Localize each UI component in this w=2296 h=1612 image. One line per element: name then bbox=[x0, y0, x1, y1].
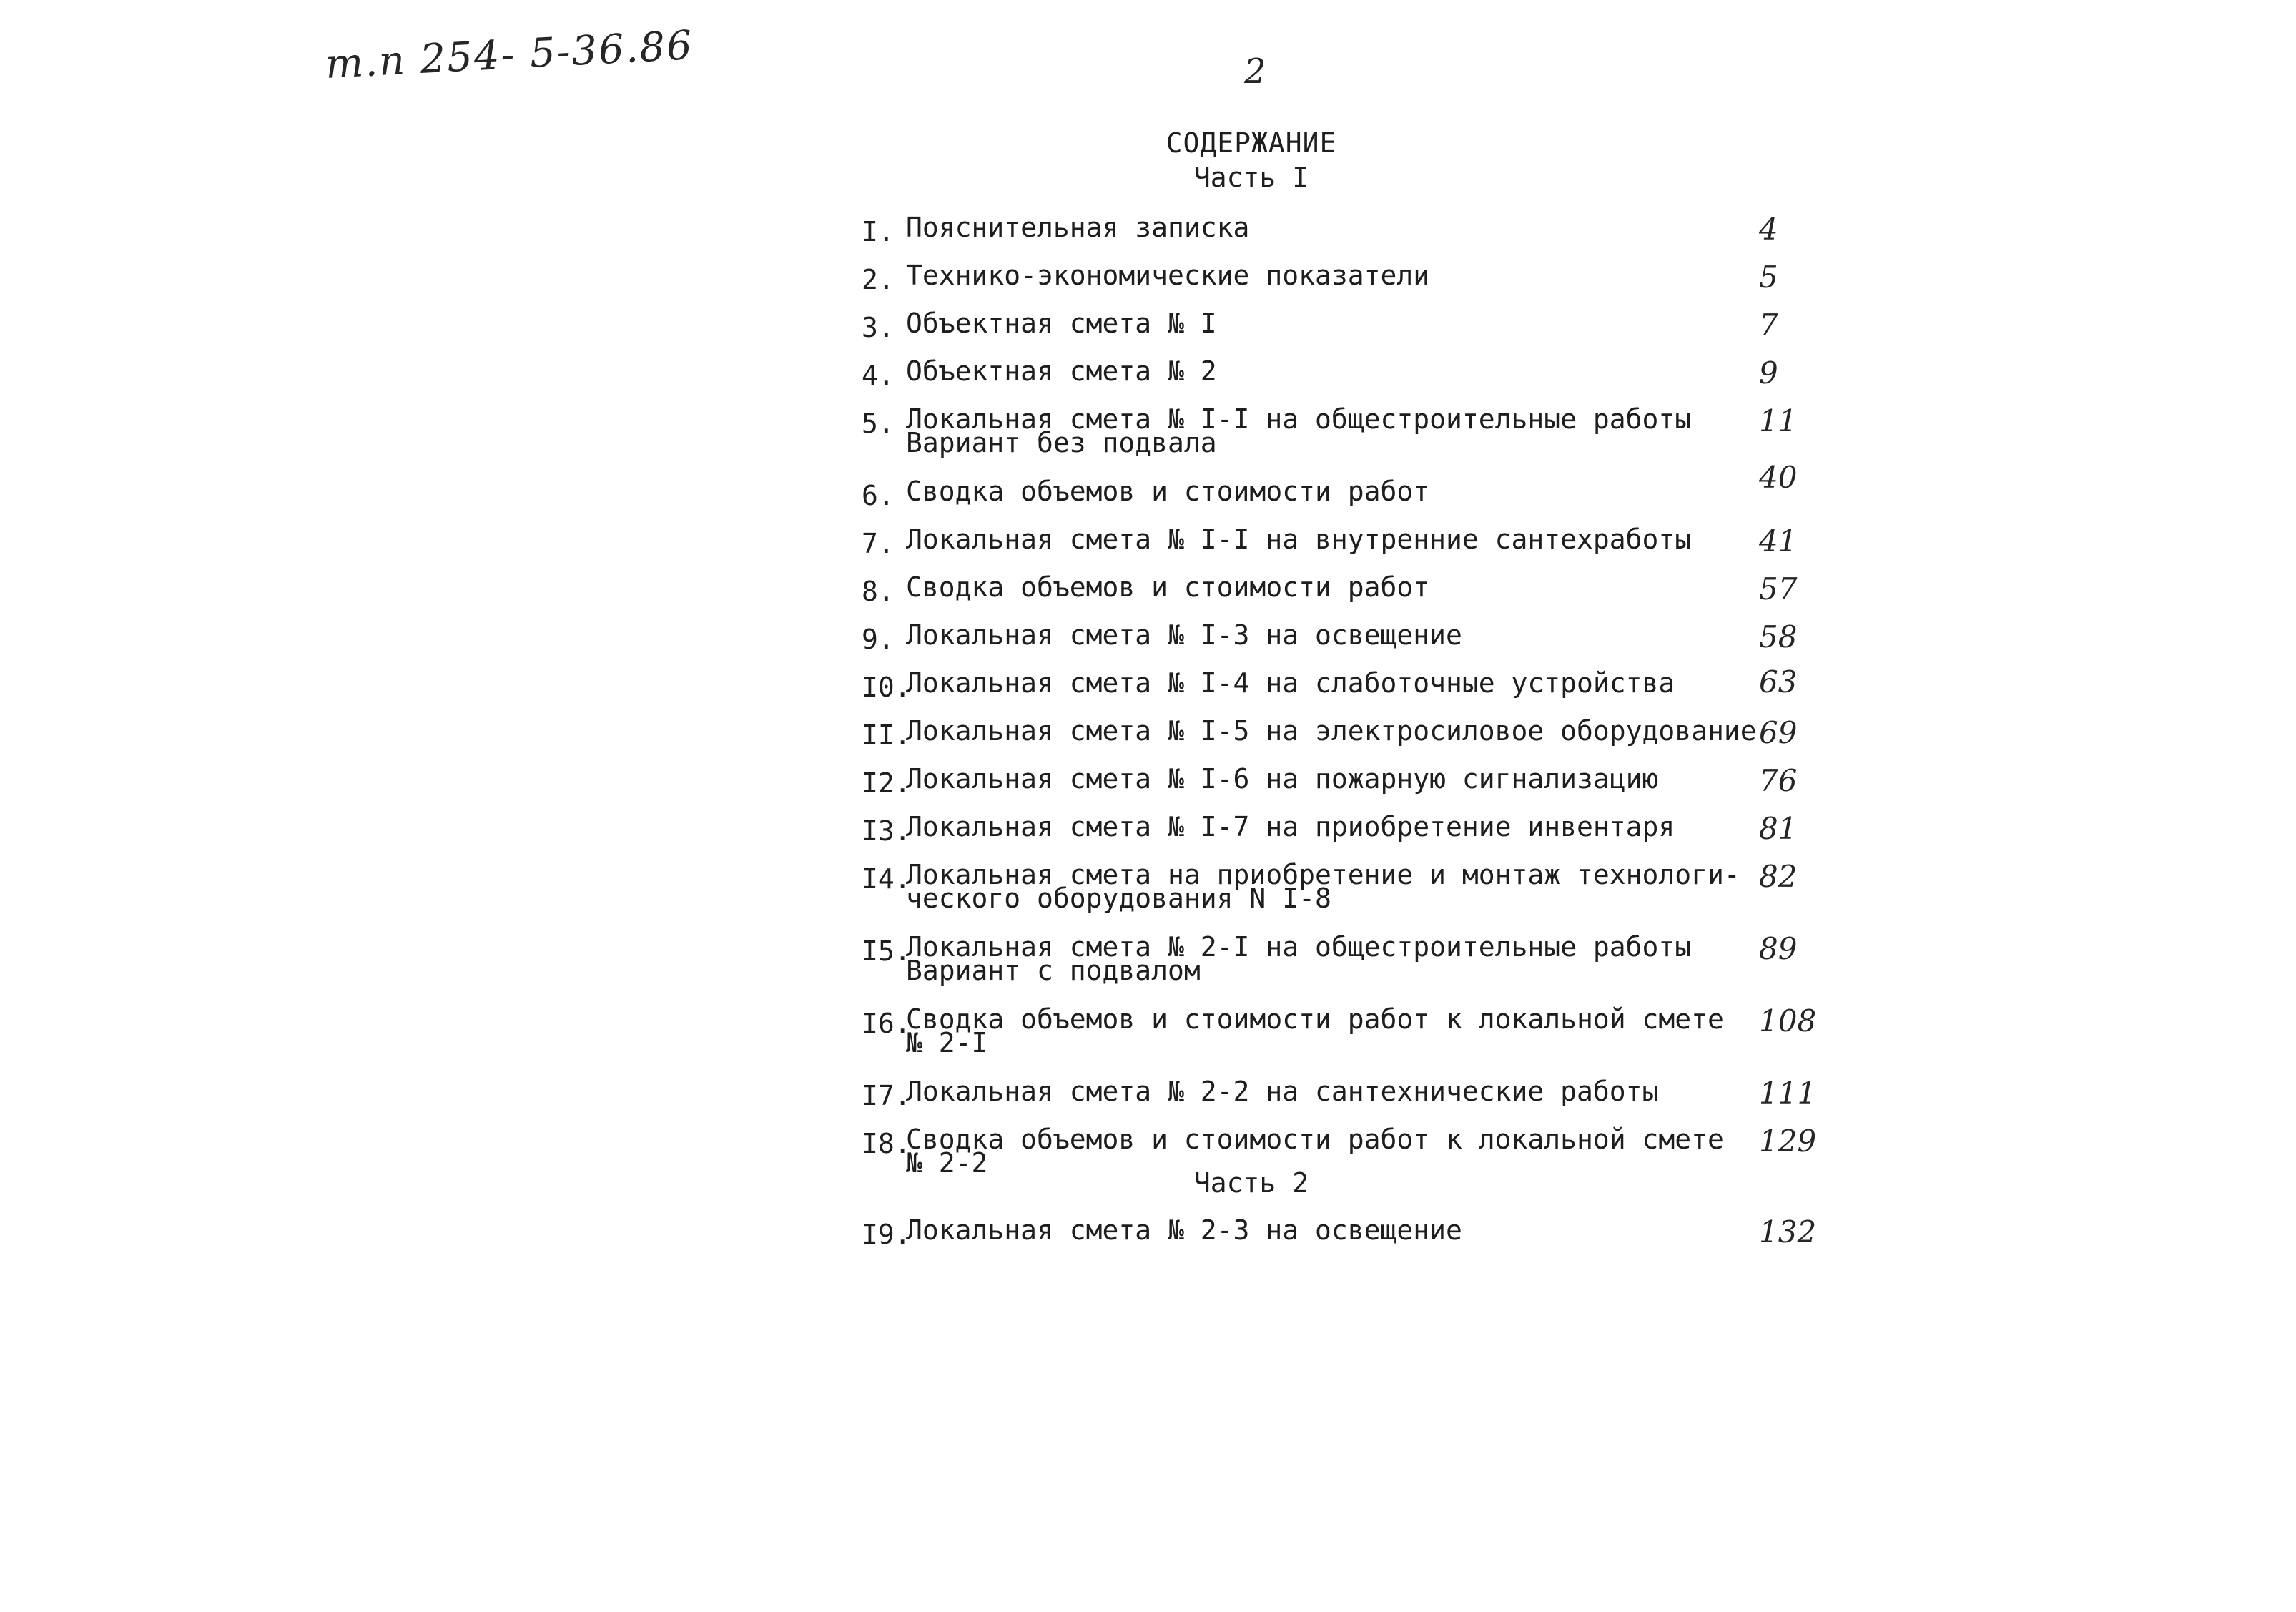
entry-title: Локальная смета № I-4 на слаботочные устройства bbox=[906, 667, 1675, 699]
toc-entry bbox=[862, 1124, 2292, 1185]
entry-title: Технико-экономические показатели bbox=[906, 260, 1430, 291]
entry-number: I8. bbox=[862, 1128, 911, 1159]
entry-number: I2. bbox=[862, 767, 911, 799]
part-1-heading: Часть I bbox=[1193, 162, 1309, 193]
entry-page: 7 bbox=[1759, 308, 1778, 343]
entry-number: I6. bbox=[862, 1008, 911, 1039]
entry-page: 76 bbox=[1759, 763, 1798, 798]
entry-number: 4. bbox=[862, 360, 895, 391]
entry-number: 9. bbox=[862, 624, 895, 655]
entry-number: 8. bbox=[862, 576, 895, 607]
entry-number: I4. bbox=[862, 863, 911, 895]
entry-page: 41 bbox=[1759, 524, 1798, 559]
entry-number: I7. bbox=[862, 1080, 911, 1111]
entry-number: I0. bbox=[862, 672, 911, 703]
entry-title: Локальная смета № 2-2 на сантехнические работы bbox=[906, 1076, 1659, 1107]
entry-title: Локальная смета № I-I на внутренние сантехработы bbox=[906, 524, 1692, 555]
entry-title: Сводка объемов и стоимости работ к локальной смете № 2-I bbox=[906, 1003, 1724, 1058]
entry-number: 3. bbox=[862, 312, 895, 343]
toc-entry bbox=[862, 1214, 2292, 1276]
entry-page: 111 bbox=[1759, 1076, 1817, 1111]
entry-page: 81 bbox=[1759, 811, 1798, 846]
entry-title: Объектная смета № I bbox=[906, 308, 1217, 339]
entry-page: 4 bbox=[1759, 212, 1778, 247]
entry-title: Локальная смета № I-6 на пожарную сигнализацию bbox=[906, 763, 1659, 795]
toc-title: СОДЕРЖАНИЕ bbox=[1166, 127, 1337, 159]
entry-title: Локальная смета № 2-3 на освещение bbox=[906, 1214, 1462, 1246]
entry-title: Локальная смета № I-3 на освещение bbox=[906, 619, 1462, 651]
entry-number: II. bbox=[862, 719, 911, 751]
entry-title: Сводка объемов и стоимости работ bbox=[906, 476, 1430, 507]
page-number: 2 bbox=[1244, 51, 1266, 92]
entry-page: 63 bbox=[1759, 664, 1798, 699]
entry-page: 129 bbox=[1759, 1124, 1817, 1159]
entry-number: 7. bbox=[862, 528, 895, 559]
entry-number: 2. bbox=[862, 264, 895, 295]
entry-page: 9 bbox=[1759, 355, 1778, 390]
entry-number: I9. bbox=[862, 1219, 911, 1250]
entry-page: 5 bbox=[1759, 260, 1778, 295]
entry-number: 5. bbox=[862, 408, 895, 439]
entry-page: 82 bbox=[1759, 859, 1798, 894]
toc-entry bbox=[862, 1003, 2292, 1065]
toc-entry bbox=[862, 859, 2292, 920]
entry-title: Сводка объемов и стоимости работ к локальной смете № 2-2 bbox=[906, 1124, 1724, 1179]
toc-entry bbox=[862, 403, 2292, 465]
entry-title: Локальная смета № I-I на общестроительные работы Вариант без подвала bbox=[906, 403, 1692, 458]
entry-title: Локальная смета № I-5 на электросиловое оборудование bbox=[906, 715, 1757, 747]
entry-number: I5. bbox=[862, 935, 911, 967]
entry-page: 40 bbox=[1759, 460, 1798, 495]
entry-page: 57 bbox=[1759, 571, 1798, 606]
toc-entry bbox=[862, 931, 2292, 993]
entry-page: 89 bbox=[1759, 931, 1798, 966]
entry-title: Локальная смета на приобретение и монтаж технологи- ческого оборудования N I-8 bbox=[906, 859, 1740, 914]
document-code: т.п 254- 5-36.86 bbox=[324, 22, 695, 88]
entry-page: 69 bbox=[1759, 715, 1798, 750]
entry-title: Пояснительная записка bbox=[906, 212, 1250, 243]
entry-number: I. bbox=[862, 216, 895, 247]
entry-page: 11 bbox=[1759, 403, 1798, 438]
entry-number: 6. bbox=[862, 480, 895, 511]
entry-title: Объектная смета № 2 bbox=[906, 355, 1217, 387]
entry-page: 132 bbox=[1759, 1214, 1817, 1249]
entry-title: Локальная смета № I-7 на приобретение инвентаря bbox=[906, 811, 1675, 842]
part-2-heading: Часть 2 bbox=[1193, 1167, 1309, 1199]
entry-page: 108 bbox=[1759, 1003, 1817, 1038]
entry-page: 58 bbox=[1759, 619, 1798, 654]
entry-title: Локальная смета № 2-I на общестроительные работы Вариант с подвалом bbox=[906, 931, 1692, 986]
entry-title: Сводка объемов и стоимости работ bbox=[906, 571, 1430, 603]
entry-number: I3. bbox=[862, 815, 911, 847]
